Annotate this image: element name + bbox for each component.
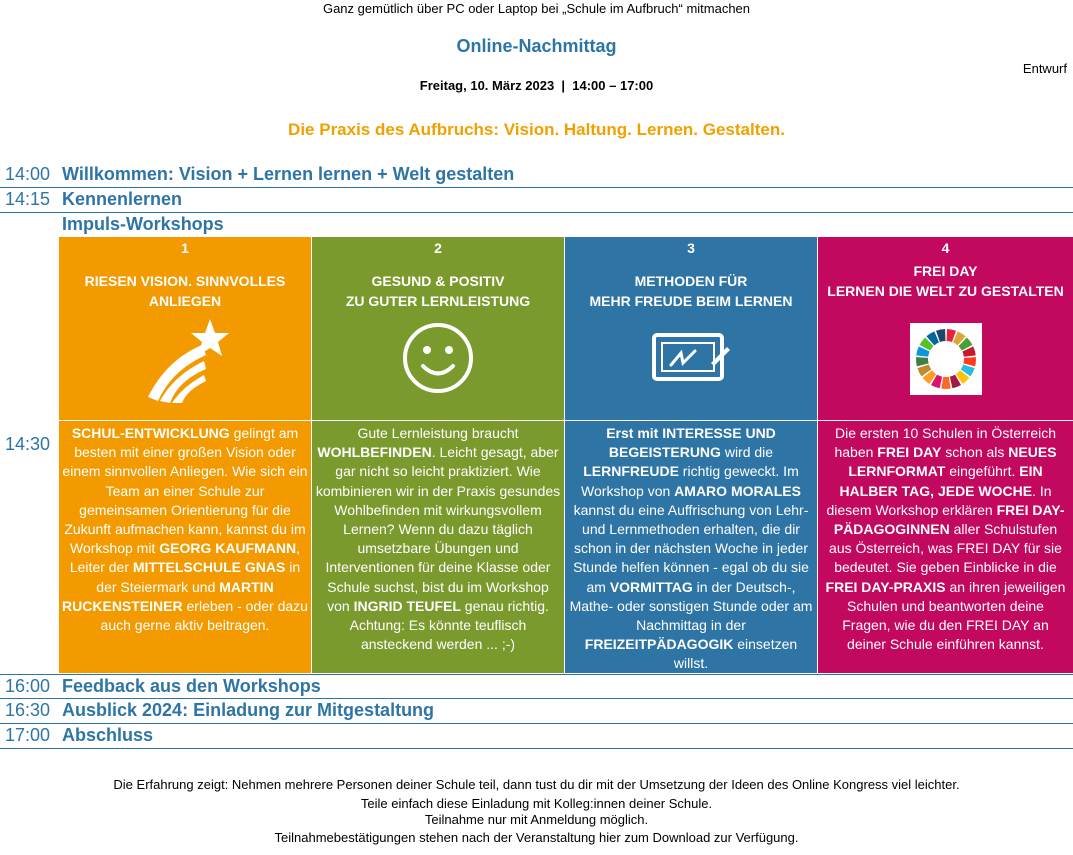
description-text: FREI DAY-PRAXIS	[825, 578, 946, 595]
event-date: Freitag, 10. März 2023 | 14:00 – 17:00	[419, 78, 654, 93]
footer-note: Teile einfach diese Einladung mit Kolleg:innen deiner Schule.	[360, 796, 713, 811]
footer-note: Teilnahmebestätigungen stehen nach der Veranstaltung hier zum Download zur Verfügung.	[274, 830, 799, 845]
description-text: EIN HALBER TAG, JEDE WOCHE	[839, 463, 1043, 499]
agenda-time: 16:30	[5, 700, 51, 720]
agenda-row-workshops	[0, 213, 1073, 237]
description-text: NEUES LERNFORMAT	[848, 444, 1057, 480]
description-text: Die ersten 10 Schulen in Österreich haben	[834, 425, 1056, 461]
description-text: LERNFREUDE	[583, 463, 679, 480]
description-text: Gute Lernleistung braucht	[357, 425, 519, 441]
description-text: MITTELSCHULE GNAS	[132, 559, 286, 576]
agenda-row-1400	[0, 163, 1073, 188]
agenda-title: Ausblick 2024: Einladung zur Mitgestaltung	[62, 700, 435, 720]
description-text: . Leicht gesagt, aber gar nicht so leicht praktiziert. Wie kombinieren wir in der Praxis gesundes Wohlbefinden mit wirkungsvollem Lernen? Wenn du dazu täglich umsetzbare Übungen und Interventionen für deine Klasse oder Schule suchst, bist du im Workshop von	[315, 444, 561, 614]
workshop-description	[312, 421, 564, 673]
agenda-title: Abschluss	[62, 725, 154, 745]
agenda-row-1630	[0, 699, 1073, 724]
agenda-time: 14:00	[5, 164, 51, 184]
footer-note: Teilnahme nur mit Anmeldung möglich.	[424, 812, 649, 827]
agenda-time: 14:30	[5, 434, 51, 454]
workshop-card-1	[59, 237, 311, 673]
agenda-title: Kennenlernen	[62, 189, 183, 209]
description-text: , Leiter der	[69, 540, 300, 576]
description-text: erleben - oder dazu auch gerne aktiv beitragen.	[100, 597, 308, 634]
event-subtitle: Die Praxis des Aufbruchs: Vision. Haltung. Lernen. Gestalten.	[288, 120, 785, 139]
description-text: gelingt am besten mit einer großen Vision oder einem sinnvollen Anliegen. Wie sich ein Team an einer Schule zur gemeinsamen Orientierung für die Zukunft aufmachen kann, kannst du im Workshop mit	[62, 425, 308, 557]
workshop-title: METHODEN FÜR MEHR FREUDE BEIM LERNEN	[589, 273, 793, 309]
agenda-time: 14:15	[5, 189, 51, 209]
agenda-title: Willkommen: Vision + Lernen lernen + Welt gestalten	[62, 164, 515, 184]
description-text: FREIZEITPÄDAGOGIK	[584, 636, 734, 653]
description-text: wird die	[720, 444, 774, 461]
workshop-header	[59, 237, 311, 420]
sdg-segment	[963, 357, 976, 366]
sdg-wheel-icon	[910, 323, 982, 395]
description-text: in der Steiermark und	[96, 559, 301, 595]
description-text: FREI DAY	[877, 444, 942, 461]
description-text: FREI DAY-PÄDAGOGINNEN	[833, 501, 1065, 538]
agenda-row-1700	[0, 724, 1073, 749]
intro-line: Ganz gemütlich über PC oder Laptop bei „Schule im Aufbruch“ mitmachen	[322, 1, 751, 16]
agenda-row-1600	[0, 674, 1073, 699]
workshop-title: RIESEN VISION. SINNVOLLES ANLIEGEN	[84, 273, 286, 309]
description-text: . In diesem Workshop erklären	[826, 482, 1052, 518]
workshop-card-2	[312, 237, 564, 673]
agenda-title: Feedback aus den Workshops	[62, 676, 321, 696]
description-text: an ihren jeweiligen Schulen und beantworten deine Fragen, wie du den FREI DAY an deiner Schule einführen kannst.	[842, 578, 1066, 653]
workshop-description	[818, 421, 1073, 673]
description-text: GEORG KAUFMANN	[159, 540, 297, 557]
description-text: AMARO MORALES	[674, 482, 801, 499]
description-text: genau richtig. Achtung: Es könnte teuflisch ansteckend werden ... ;-)	[349, 597, 549, 653]
workshop-title: GESUND & POSITIV ZU GUTER LERNLEISTUNG	[345, 273, 531, 309]
workshop-description	[565, 421, 817, 673]
workshop-description	[59, 421, 311, 673]
description-text: richtig geweckt. Im Workshop von	[581, 463, 799, 499]
agenda-title: Impuls-Workshops	[62, 214, 224, 234]
description-text: kannst du eine Auffrischung von Lehr- und Lernmethoden erhalten, die dir schon in der nächsten Woche in jeder Stunde helfen können - egal ob du sie am	[573, 501, 809, 595]
footer-note: Die Erfahrung zeigt: Nehmen mehrere Personen deiner Schule teil, dann tust du dir mit der Umsetzung der Ideen des Online Kongress viel leichter.	[113, 777, 960, 792]
agenda-time: 17:00	[5, 725, 51, 745]
workshop-header	[818, 237, 1073, 420]
workshop-header	[565, 237, 817, 420]
agenda-row-1415	[0, 188, 1073, 213]
description-text: eingeführt.	[945, 463, 1020, 480]
description-text: MARTIN RUCKENSTEINER	[62, 578, 274, 614]
description-text: aller Schulstufen aus Österreich, was FREI DAY für sie bedeutet. Sie geben Einblicke in die	[829, 521, 1062, 576]
description-text: Erst mit INTERESSE UND BEGEISTERUNG	[606, 425, 776, 461]
workshop-header	[312, 237, 564, 420]
workshop-title: FREI DAY LERNEN DIE WELT ZU GESTALTEN	[827, 263, 1064, 299]
workshop-number: 4	[941, 240, 950, 256]
description-text: VORMITTAG	[609, 578, 693, 595]
workshop-card-3	[565, 237, 817, 673]
event-title: Online-Nachmittag	[456, 36, 617, 56]
smiley-icon	[401, 321, 475, 395]
description-text: SCHUL-ENTWICKLUNG	[71, 425, 230, 441]
workshop-number: 1	[181, 240, 189, 256]
description-text: in der Deutsch-, Mathe- oder sonstigen Stunde oder am Nachmittag in der	[569, 578, 813, 634]
description-text: schon als	[941, 444, 1009, 461]
shooting-star-icon	[140, 315, 230, 405]
workshop-card-4	[818, 237, 1073, 673]
description-text: INGRID TEUFEL	[353, 597, 461, 614]
description-text: einsetzen willst.	[673, 636, 798, 672]
draft-label: Entwurf	[1022, 61, 1067, 76]
agenda-time: 16:00	[5, 676, 51, 696]
sdg-segment	[916, 357, 929, 366]
workshop-number: 2	[434, 240, 442, 256]
workshop-number: 3	[687, 240, 695, 256]
whiteboard-icon	[651, 329, 731, 385]
sdg-segment	[941, 377, 950, 389]
description-text: WOHLBEFINDEN	[317, 444, 432, 461]
